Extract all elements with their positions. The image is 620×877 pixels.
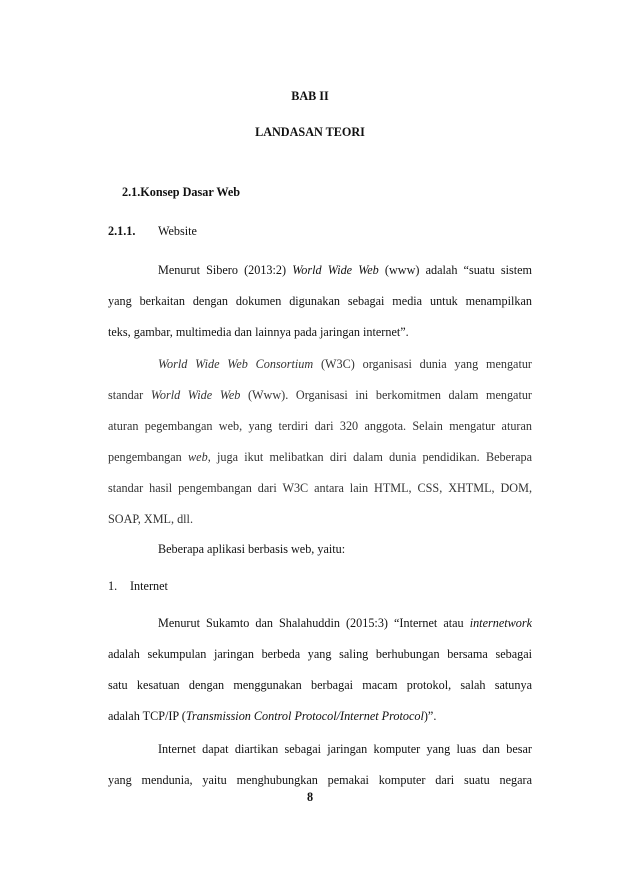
subsection-number: 2.1.1. bbox=[108, 224, 136, 238]
p2-text: (Www). Organisasi ini berkomitmen dalam mengatur bbox=[240, 388, 532, 402]
paragraph-3: Beberapa aplikasi berbasis web, yaitu: bbox=[158, 542, 346, 556]
p4-text: adalah TCP/IP ( bbox=[108, 709, 186, 723]
list-item-label: Internet bbox=[130, 579, 168, 593]
section-heading-2-1: 2.1.Konsep Dasar Web bbox=[122, 185, 241, 199]
p1-text: (www) adalah “suatu sistem bbox=[378, 263, 532, 277]
p1-text: Menurut Sibero (2013:2) bbox=[158, 263, 293, 277]
paragraph-4-line-1 bbox=[158, 615, 532, 631]
p2-italic-term: World Wide Web Consortium bbox=[158, 357, 314, 371]
chapter-title: LANDASAN TEORI bbox=[255, 125, 365, 139]
subsection-title: Website bbox=[158, 224, 197, 238]
paragraph-1-line-2: yang berkaitan dengan dokumen digunakan sebagai media untuk menampilkan bbox=[108, 294, 532, 308]
p2-text: (W3C) organisasi dunia yang mengatur bbox=[313, 357, 532, 371]
p2-text: pengembangan bbox=[108, 450, 189, 464]
p4-italic-term: internetwork bbox=[469, 616, 532, 630]
paragraph-4-line-4 bbox=[108, 708, 532, 724]
paragraph-1-line-1 bbox=[158, 262, 532, 278]
paragraph-2-line-3: aturan pegembangan web, yang terdiri dari 320 anggota. Selain mengatur aturan bbox=[108, 419, 532, 433]
paragraph-5-line-2: yang mendunia, yaitu menghubungkan pemakai komputer dari suatu negara bbox=[108, 773, 532, 787]
paragraph-4-line-3: satu kesatuan dengan menggunakan berbagai macam protokol, salah satunya bbox=[108, 678, 532, 692]
paragraph-5-line-1: Internet dapat diartikan sebagai jaringan komputer yang luas dan besar bbox=[158, 742, 532, 756]
list-item-number: 1. bbox=[108, 579, 118, 593]
p2-text: , juga ikut melibatkan diri dalam dunia pendidikan. Beberapa bbox=[207, 450, 532, 464]
p4-text: Menurut Sukamto dan Shalahuddin (2015:3) “Internet atau bbox=[158, 616, 470, 630]
p2-italic-term: World Wide Web bbox=[150, 388, 241, 402]
paragraph-2-line-1 bbox=[158, 356, 532, 372]
chapter-heading: BAB II bbox=[291, 89, 329, 103]
p4-text: )”. bbox=[423, 709, 437, 723]
paragraph-2-line-5: standar hasil pengembangan dari W3C antara lain HTML, CSS, XHTML, DOM, bbox=[108, 481, 532, 495]
p2-italic-term: web bbox=[188, 450, 208, 464]
p2-text: standar bbox=[108, 388, 151, 402]
p4-italic-term: Transmission Control Protocol/Internet Protocol bbox=[185, 709, 424, 723]
paragraph-1-line-3: teks, gambar, multimedia dan lainnya pada jaringan internet”. bbox=[108, 325, 409, 339]
paragraph-2-line-6: SOAP, XML, dll. bbox=[108, 512, 193, 526]
p1-italic-term: World Wide Web bbox=[292, 263, 379, 277]
paragraph-2-line-4 bbox=[108, 449, 532, 465]
paragraph-4-line-2: adalah sekumpulan jaringan berbeda yang saling berhubungan bersama sebagai bbox=[108, 647, 532, 661]
paragraph-2-line-2 bbox=[108, 387, 532, 403]
page-number: 8 bbox=[306, 790, 314, 804]
